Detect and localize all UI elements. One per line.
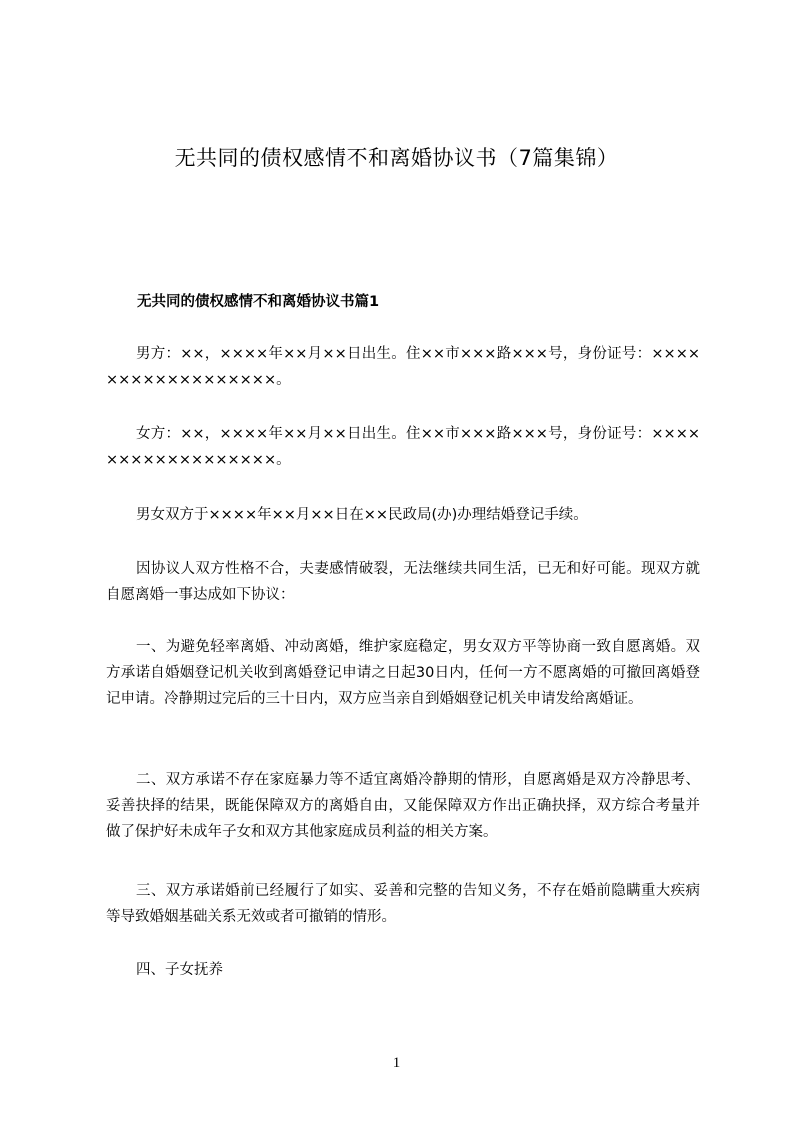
paragraph-clause-2: 二、双方承诺不存在家庭暴力等不适宜离婚冷静期的情形，自愿离婚是双方冷静思考、妥善抉择的结果，既能保障双方的离婚自由，又能保障双方作出正确抉择，双方综合考量并做了保护好未成年子女和双方其他家庭成员利益的相关方案。	[106, 772, 700, 840]
section-heading: 无共同的债权感情不和离婚协议书篇1	[137, 294, 380, 310]
paragraph-male-party: 男方：××，××××年××月××日出生。住××市×××路×××号，身份证号：××××××××××××××××××。	[106, 346, 700, 388]
document-title: 无共同的债权感情不和离婚协议书（7篇集锦）	[174, 146, 619, 170]
paragraph-clause-3: 三、双方承诺婚前已经履行了如实、妥善和完整的告知义务，不存在婚前隐瞒重大疾病等导致婚姻基础关系无效或者可撤销的情形。	[106, 883, 700, 925]
paragraph-clause-4-heading: 四、子女抚养	[136, 962, 223, 978]
paragraph-female-party: 女方：××，××××年××月××日出生。住××市×××路×××号，身份证号：××××××××××××××××××。	[106, 426, 700, 468]
paragraph-clause-1: 一、为避免轻率离婚、冲动离婚，维护家庭稳定，男女双方平等协商一致自愿离婚。双方承诺自婚姻登记机关收到离婚登记申请之日起30日内，任何一方不愿离婚的可撤回离婚登记申请。冷静期过完后的三十日内，双方应当亲自到婚姻登记机关申请发给离婚证。	[106, 639, 700, 707]
paragraph-divorce-reason: 因协议人双方性格不合，夫妻感情破裂，无法继续共同生活，已无和好可能。现双方就自愿离婚一事达成如下协议：	[106, 561, 700, 603]
paragraph-marriage-registration: 男女双方于××××年××月××日在××民政局(办)办理结婚登记手续。	[136, 507, 588, 523]
page-number: 1	[392, 1055, 401, 1071]
